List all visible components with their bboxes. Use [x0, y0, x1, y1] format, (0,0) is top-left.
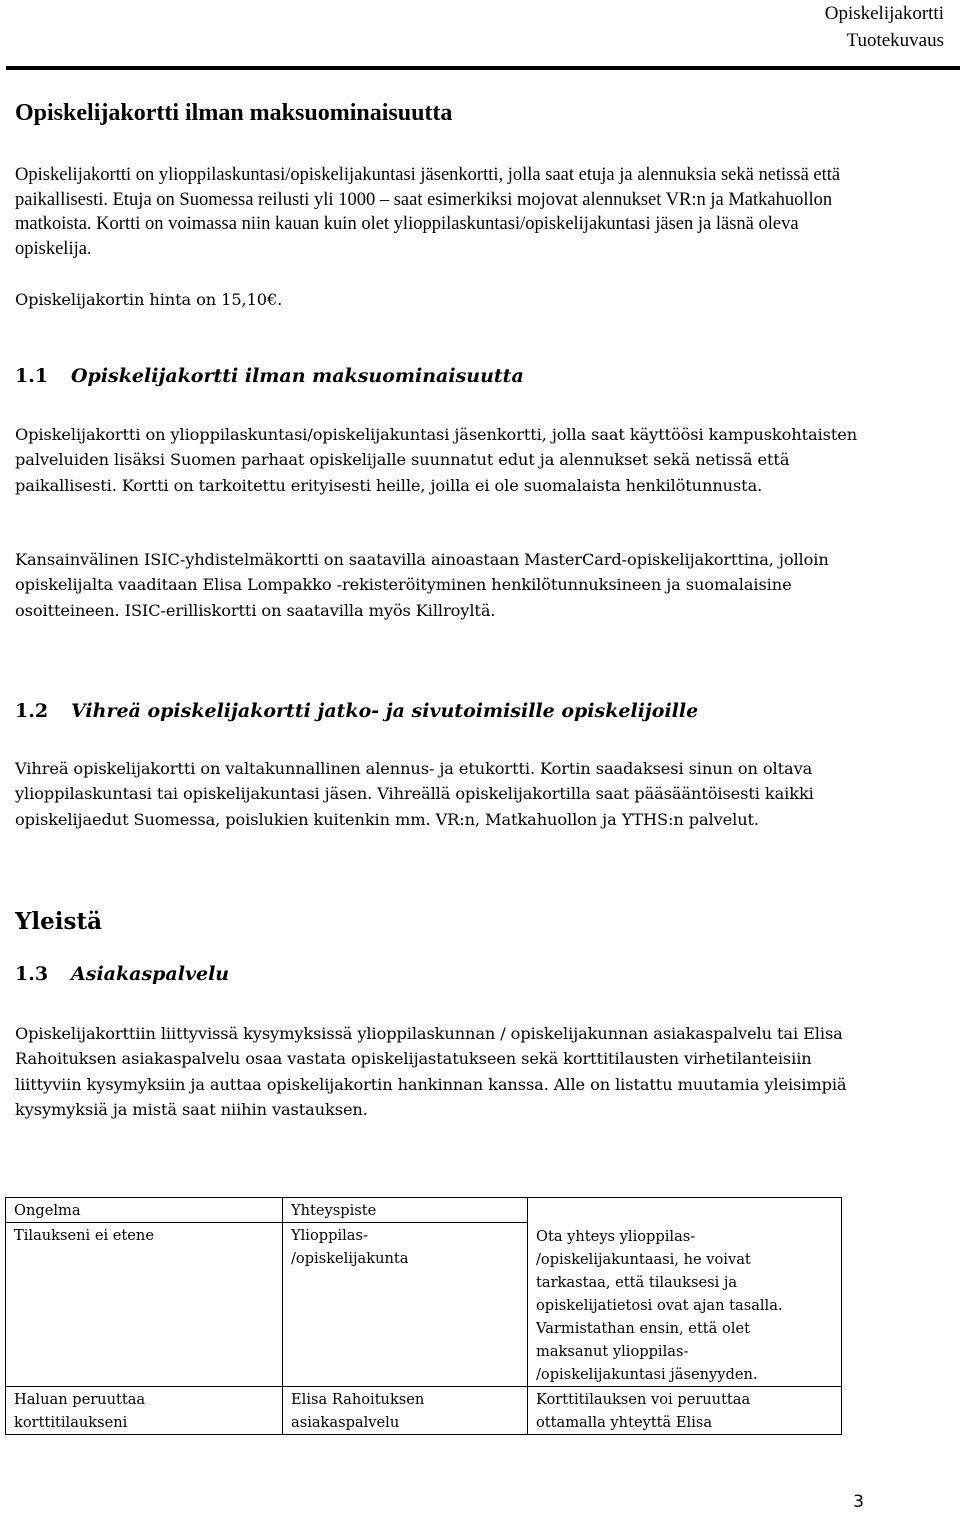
contact-point-cell: Ylioppilas- /opiskelijakunta: [283, 1223, 528, 1387]
support-contact-table-body: [6, 1198, 842, 1435]
support-contact-table: [5, 1197, 842, 1435]
heading-1-2-title: Vihreä opiskelijakortti jatko- ja sivutoimisille opiskelijoille: [71, 700, 699, 722]
section-1-1-paragraph-1: Opiskelijakortti on ylioppilaskuntasi/opiskelijakuntasi jäsenkortti, jolla saat käyttöösi kampuskohtaisten palveluiden lisäksi Suomen parhaat opiskelijalle suunnatut edut ja alennukset sekä netissä että paikallisesti. Kortti on tarkoitettu erityisesti heille, joilla ei ole suomalaista henkilötunnusta.: [15, 425, 858, 495]
heading-1-3: [15, 960, 229, 988]
page-header: [825, 0, 944, 54]
header-document-title: Opiskelijakortti: [824, 3, 944, 24]
heading-1-3-title: Asiakaspalvelu: [71, 963, 230, 985]
main-section-title: Opiskelijakortti ilman maksuominaisuutta: [15, 100, 453, 126]
contact-point-cell: Elisa Rahoituksen asiakaspalvelu: [283, 1386, 528, 1434]
problem-cell: Tilaukseni ei etene: [6, 1223, 283, 1387]
instructions-cell: Korttitilauksen voi peruuttaa ottamalla yhteyttä Elisa: [528, 1386, 842, 1434]
heading-1-2-number: 1.2: [15, 700, 49, 722]
general-heading: Yleistä: [15, 908, 103, 935]
table-row: [6, 1223, 842, 1387]
instructions-cell: Ota yhteys ylioppilas- /opiskelijakuntaasi, he voivat tarkastaa, että tilauksesi ja opiskelijatietosi ovat ajan tasalla. Varmistathan ensin, että olet maksanut ylioppilas- /opiskelijakuntasi jäsenyyden.: [528, 1223, 842, 1387]
section-1-3-paragraph: Opiskelijakorttiin liittyvissä kysymyksissä ylioppilaskunnan / opiskelijakunnan asiakaspalvelu tai Elisa Rahoituksen asiakaspalvelu osaa vastata opiskelijastatukseen sekä korttitilausten virhetilanteisiin liittyviin kysymyksiin ja auttaa opiskelijakortin hankinnan kanssa. Alle on listattu muutamia yleisimpiä kysymyksiä ja mistä saat niihin vastauksen.: [15, 1024, 847, 1119]
heading-1-1-title: Opiskelijakortti ilman maksuominaisuutta: [71, 365, 524, 387]
heading-1-2: [15, 697, 698, 725]
header-instructions-cell: [528, 1198, 842, 1223]
heading-1-1: [15, 362, 524, 390]
price-line: Opiskelijakortin hinta on 15,10€.: [15, 290, 283, 309]
problem-cell: Haluan peruuttaa korttitilaukseni: [6, 1386, 283, 1434]
heading-1-3-number: 1.3: [15, 963, 49, 985]
header-document-subtitle: Tuotekuvaus: [846, 30, 944, 51]
header-problem-cell: Ongelma: [6, 1198, 283, 1223]
page-number: 3: [853, 1492, 864, 1512]
heading-1-1-number: 1.1: [15, 365, 49, 387]
header-rule: [6, 66, 960, 70]
section-1-2-paragraph: Vihreä opiskelijakortti on valtakunnallinen alennus- ja etukortti. Kortin saadaksesi sinun on oltava ylioppilaskuntasi tai opiskelijakuntasi jäsen. Vihreällä opiskelijakortilla saat pääsääntöisesti kaikki opiskelijaedut Suomessa, poislukien kuitenkin mm. VR:n, Matkahuollon ja YTHS:n palvelut.: [15, 759, 814, 829]
table-header-row: [6, 1198, 842, 1223]
section-1-1-paragraph-2: Kansainvälinen ISIC-yhdistelmäkortti on saatavilla ainoastaan MasterCard-opiskelijakorttina, jolloin opiskelijalta vaaditaan Elisa Lompakko -rekisteröityminen henkilötunnuksineen ja suomalaisine osoitteineen. ISIC-erilliskortti on saatavilla myös Killroyltä.: [15, 550, 829, 620]
header-contact-point-cell: Yhteyspiste: [283, 1198, 528, 1223]
table-row: [6, 1386, 842, 1434]
main-section-paragraph: Opiskelijakortti on ylioppilaskuntasi/opiskelijakuntasi jäsenkortti, jolla saat etuja ja alennuksia sekä netissä että paikallisesti. Etuja on Suomessa reilusti yli 1000 – saat esimerkiksi mojovat alennukset VR:n ja Matkahuollon matkoista. Kortti on voimassa niin kauan kuin olet ylioppilaskuntasi/opiskelijakuntasi jäsen ja läsnä oleva opiskelija.: [15, 165, 841, 260]
